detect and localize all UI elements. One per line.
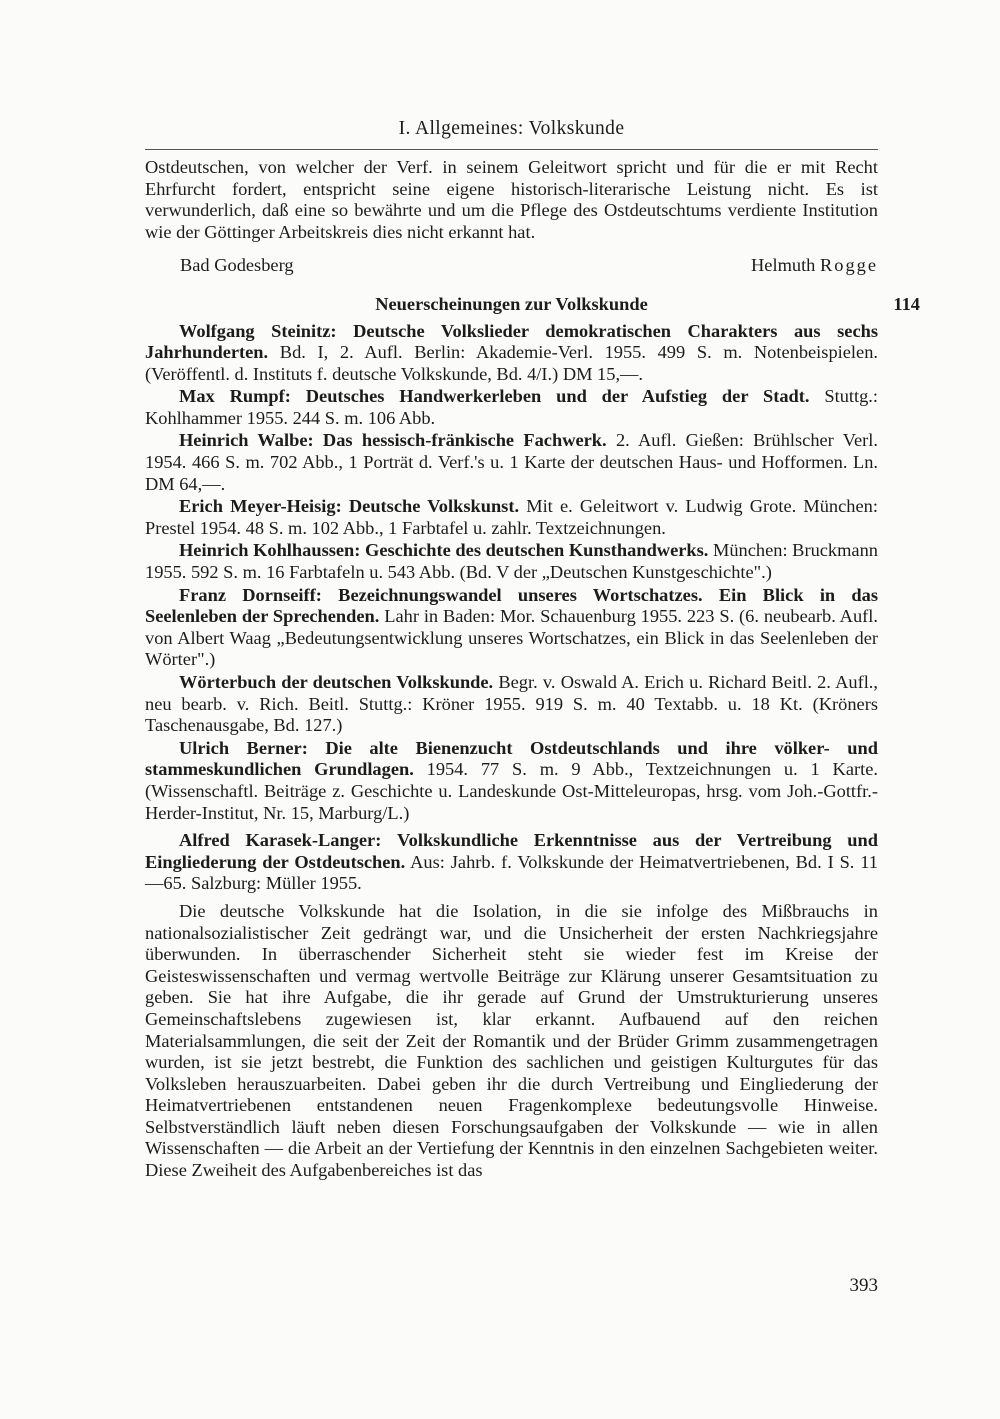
bibliography-entry: Max Rumpf: Deutsches Handwerkerleben und der Aufstieg der Stadt. Stuttg.: Kohlhammer 1955. 244 S. m. 106 Abb. [145,386,879,428]
bibliography-entry: Alfred Karasek-Langer: Volkskundliche Erkenntnisse aus der Vertreibung und Eingliederung der Ostdeutschen. Aus: Jahrb. f. Volkskunde der Heimatvertriebenen, Bd. I S. 11—65. Salzburg: Müller 1955. [145,830,878,894]
review-signature [145,255,878,277]
review-body: Die deutsche Volkskunde hat die Isolation, in die sie infolge des Mißbrauchs in nationalsozialistischer Zeit gedrängt war, und die Unsicherheit der ersten Nachkriegsjahre überwunden. In überraschender Sicherheit steht sie wieder fest im Kreise der Geisteswissenschaften und vermag wertvolle Beiträge zur Klärung unserer Gesamtsituation zu geben. Sie hat ihre Aufgabe, die ihr gerade auf Grund der Umstrukturierung unseres Gemeinschaftslebens zugewiesen ist, klar erkannt. Aufbauend auf den reichen Materialsammlungen, die seit der Zeit der Romantik und der Brüder Grimm zusammengetragen wurden, ist sie jetzt bestrebt, die Funktion des sachlichen und geistigen Kulturgutes für das Volksleben herauszuarbeiten. Dabei geben ihr die durch Vertreibung und Eingliederung der Heimatvertriebenen entstandenen neuen Fragenkomplexe bedeutungsvolle Hinweise. Selbstverständlich läuft neben diesen Forschungsaufgaben der Volkskunde — wie in allen Wissenschaften — die Arbeit an der Vertiefung der Kenntnis in den einzelnen Sachgebieten weiter. Diese Zweiheit des Aufgabenbereiches ist das [145,900,878,1181]
section-number: 114 [893,293,920,314]
bibliography-list [145,321,878,895]
intro-paragraph: Ostdeutschen, von welcher der Verf. in seinem Geleitwort spricht und für die er mit Recht Ehrfurcht fordert, entspricht seine eigene historisch-literarische Leistung nicht. Es ist verwunderlich, daß eine so bewährte und um die Pflege des Ostdeutschtums verdiente Institution wie der Göttinger Arbeitskreis dies nicht erkannt hat. [145,157,878,243]
bibliography-entry: Heinrich Kohlhaussen: Geschichte des deutschen Kunsthandwerks. München: Bruckmann 1955. 592 S. m. 16 Farbtafeln u. 543 Abb. (Bd. V der „Deutschen Kunstgeschichte".) [145,540,878,583]
bibliography-entry: Wolfgang Steinitz: Deutsche Volkslieder demokratischen Charakters aus sechs Jahrhunderten. Bd. I, 2. Aufl. Berlin: Akademie-Verl. 1955. 499 S. m. Notenbeispielen. (Veröffentl. d. Instituts f. deutsche Volkskunde, Bd. 4/I.) DM 15,—. [145,320,878,384]
bibliography-entry: Wörterbuch der deutschen Volkskunde. Begr. v. Oswald A. Erich u. Richard Beitl. 2. Aufl., neu bearb. v. Rich. Beitl. Stuttg.: Kröner 1955. 919 S. m. 40 Textabb. u. 18 Kt. (Kröners Taschenausgabe, Bd. 127.) [145,672,878,736]
section-heading [145,293,920,315]
bibliography-entry: Heinrich Walbe: Das hessisch-fränkische Fachwerk. 2. Aufl. Gießen: Brühlscher Verl. 1954. 466 S. m. 702 Abb., 1 Porträt d. Verf.'s u. 1 Karte der deutschen Haus- und Hofformen. Ln. DM 64,—. [145,430,878,494]
bibliography-entry: Erich Meyer-Heisig: Deutsche Volkskunst. Mit e. Geleitwort v. Ludwig Grote. München: Prestel 1954. 48 S. m. 102 Abb., 1 Farbtafel u. zahlr. Textzeichnungen. [145,496,878,538]
page-number: 393 [849,1275,878,1296]
bibliography-entry: Franz Dornseiff: Bezeichnungswandel unseres Wortschatzes. Ein Blick in das Seelenleben der Sprechenden. Lahr in Baden: Mor. Schauenburg 1955. 223 S. (6. neubearb. Aufl. von Albert Waag „Bedeutungsentwicklung unseres Wortschatzes, ein Blick in das Seelenleben der Wörter".) [145,584,878,670]
bibliography-entry: Ulrich Berner: Die alte Bienenzucht Ostdeutschlands und ihre völker- und stammeskundlichen Grundlagen. 1954. 77 S. m. 9 Abb., Textzeichnungen u. 1 Karte. (Wissenschaftl. Beiträge z. Geschichte u. Landeskunde Ost-Mitteleuropas, hrsg. vom Joh.-Gottfr.-Herder-Institut, Nr. 15, Marburg/L.) [145,737,878,823]
section-title: Neuerscheinungen zur Volkskunde [375,293,648,314]
signature-place: Bad Godesberg [180,254,294,275]
signature-reviewer: Helmuth Rogge [751,254,878,275]
running-head: I. Allgemeines: Volkskunde [145,118,878,150]
page-content [145,118,920,1182]
